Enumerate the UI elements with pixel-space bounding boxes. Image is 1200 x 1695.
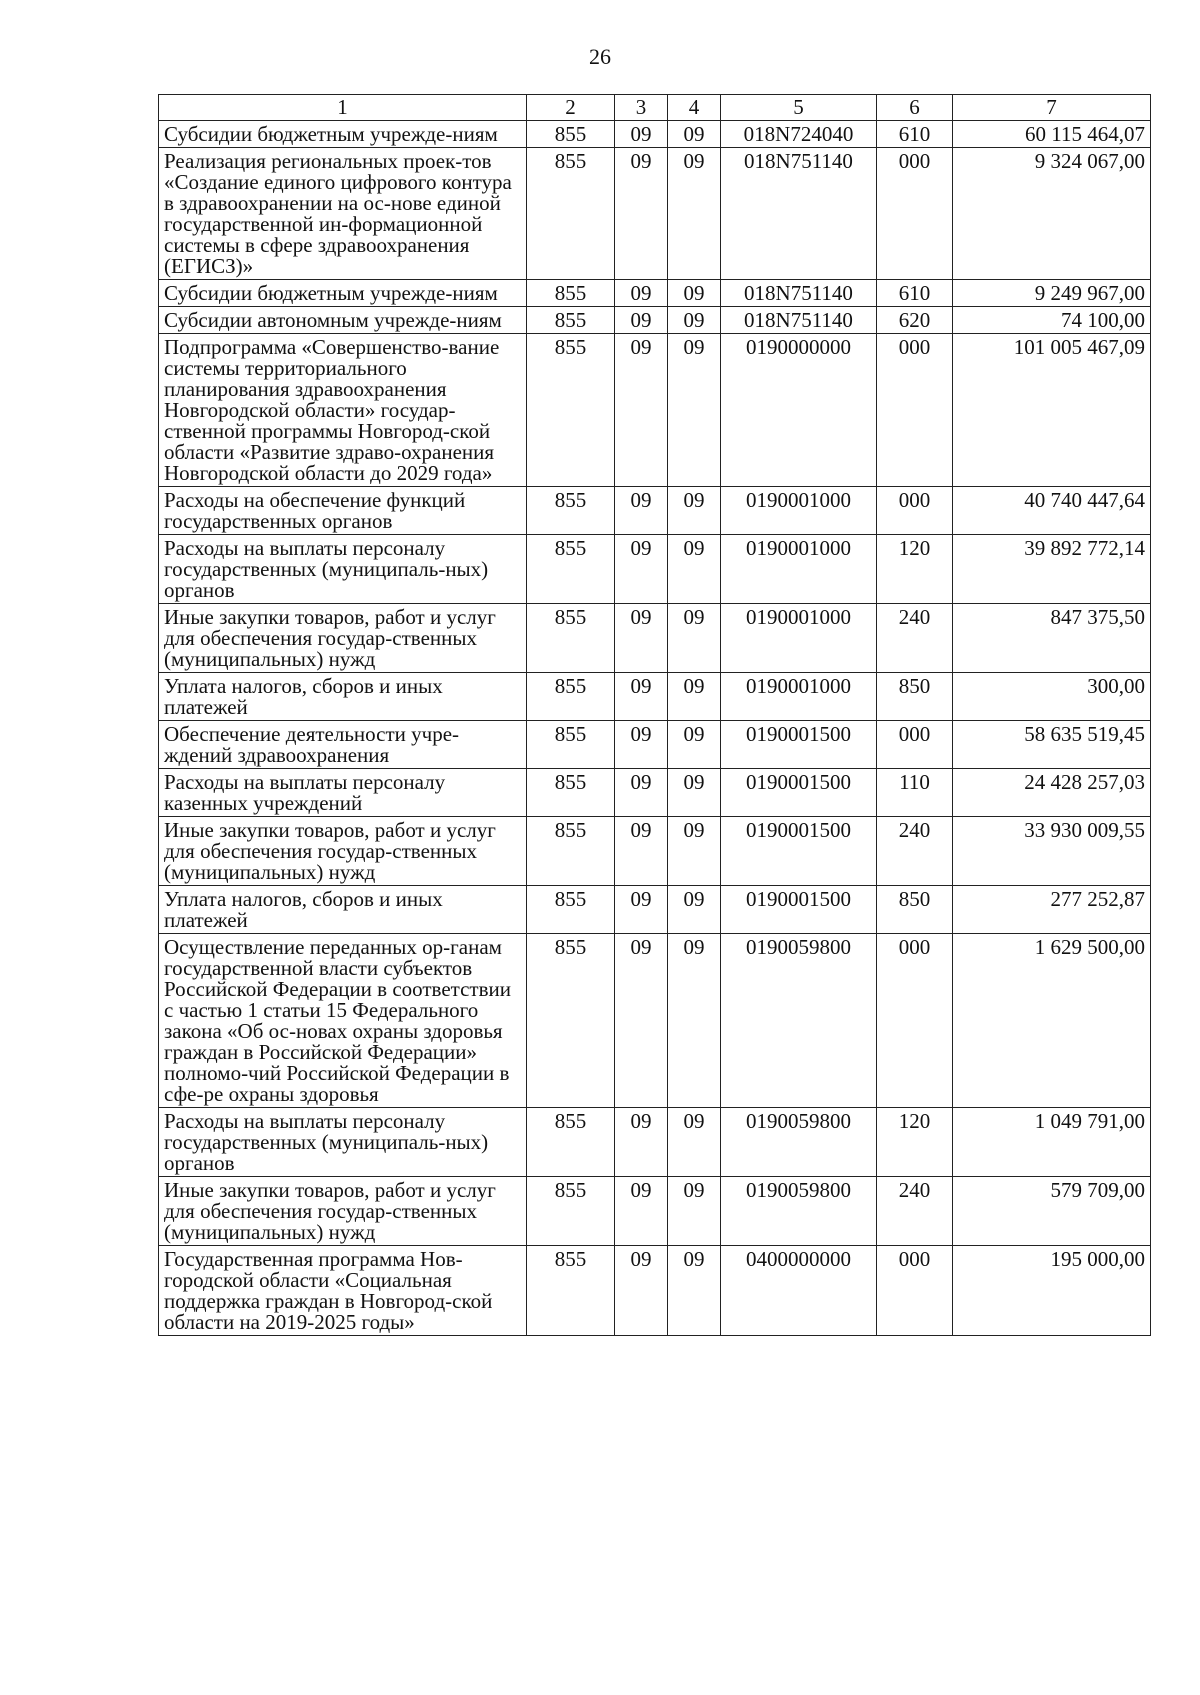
grbs-cell: 855 (527, 604, 615, 673)
expense-type-cell: 000 (877, 487, 953, 535)
expense-name-cell: Расходы на выплаты персоналу казенных учреждений (159, 769, 527, 817)
subsection-cell: 09 (668, 1177, 721, 1246)
subsection-cell: 09 (668, 934, 721, 1108)
expense-name-cell: Расходы на обеспечение функций государственных органов (159, 487, 527, 535)
expense-name-cell: Расходы на выплаты персоналу государственных (муниципаль-ных) органов (159, 535, 527, 604)
amount-cell: 74 100,00 (953, 307, 1151, 334)
target-article-cell: 0190001000 (721, 673, 877, 721)
subsection-cell: 09 (668, 673, 721, 721)
grbs-cell: 855 (527, 487, 615, 535)
table-row (159, 1108, 1151, 1177)
target-article-cell: 0190001000 (721, 487, 877, 535)
expense-name-cell: Государственная программа Нов-городской области «Социальная поддержка граждан в Новгород-ской области на 2019-2025 годы» (159, 1246, 527, 1336)
amount-cell: 60 115 464,07 (953, 121, 1151, 148)
table-row (159, 886, 1151, 934)
column-header: 3 (615, 95, 668, 121)
subsection-cell: 09 (668, 280, 721, 307)
expense-type-cell: 240 (877, 817, 953, 886)
expense-type-cell: 000 (877, 334, 953, 487)
target-article-cell: 0190000000 (721, 334, 877, 487)
subsection-cell: 09 (668, 604, 721, 673)
column-header: 1 (159, 95, 527, 121)
expense-type-cell: 000 (877, 721, 953, 769)
amount-cell: 1 049 791,00 (953, 1108, 1151, 1177)
section-cell: 09 (615, 535, 668, 604)
grbs-cell: 855 (527, 1108, 615, 1177)
target-article-cell: 0190001500 (721, 886, 877, 934)
table-row (159, 148, 1151, 280)
section-cell: 09 (615, 934, 668, 1108)
grbs-cell: 855 (527, 121, 615, 148)
subsection-cell: 09 (668, 886, 721, 934)
column-header: 2 (527, 95, 615, 121)
amount-cell: 101 005 467,09 (953, 334, 1151, 487)
subsection-cell: 09 (668, 817, 721, 886)
expense-name-cell: Уплата налогов, сборов и иных платежей (159, 673, 527, 721)
grbs-cell: 855 (527, 721, 615, 769)
target-article-cell: 0190059800 (721, 1108, 877, 1177)
grbs-cell: 855 (527, 334, 615, 487)
subsection-cell: 09 (668, 721, 721, 769)
amount-cell: 579 709,00 (953, 1177, 1151, 1246)
target-article-cell: 018N724040 (721, 121, 877, 148)
expense-type-cell: 610 (877, 121, 953, 148)
expense-name-cell: Иные закупки товаров, работ и услуг для обеспечения государ-ственных (муниципальных) нужд (159, 817, 527, 886)
expense-name-cell: Подпрограмма «Совершенство-вание системы территориального планирования здравоохранения Новгородской области» государ-ственной программы Новгород-ской области «Развитие здраво-охранения Новгородской области до 2029 года» (159, 334, 527, 487)
subsection-cell: 09 (668, 334, 721, 487)
amount-cell: 39 892 772,14 (953, 535, 1151, 604)
expense-type-cell: 000 (877, 934, 953, 1108)
expense-name-cell: Иные закупки товаров, работ и услуг для обеспечения государ-ственных (муниципальных) нужд (159, 604, 527, 673)
column-header: 5 (721, 95, 877, 121)
table-row (159, 769, 1151, 817)
grbs-cell: 855 (527, 535, 615, 604)
column-header: 6 (877, 95, 953, 121)
table-row (159, 1246, 1151, 1336)
subsection-cell: 09 (668, 1246, 721, 1336)
section-cell: 09 (615, 334, 668, 487)
amount-cell: 9 324 067,00 (953, 148, 1151, 280)
section-cell: 09 (615, 769, 668, 817)
table-row (159, 604, 1151, 673)
amount-cell: 277 252,87 (953, 886, 1151, 934)
table-row (159, 673, 1151, 721)
grbs-cell: 855 (527, 886, 615, 934)
subsection-cell: 09 (668, 1108, 721, 1177)
target-article-cell: 018N751140 (721, 280, 877, 307)
expense-type-cell: 850 (877, 886, 953, 934)
target-article-cell: 0190001500 (721, 817, 877, 886)
amount-cell: 33 930 009,55 (953, 817, 1151, 886)
expense-type-cell: 000 (877, 148, 953, 280)
table-row (159, 280, 1151, 307)
grbs-cell: 855 (527, 934, 615, 1108)
budget-table (158, 94, 1151, 1336)
column-header: 7 (953, 95, 1151, 121)
amount-cell: 1 629 500,00 (953, 934, 1151, 1108)
section-cell: 09 (615, 886, 668, 934)
amount-cell: 58 635 519,45 (953, 721, 1151, 769)
expense-name-cell: Иные закупки товаров, работ и услуг для обеспечения государ-ственных (муниципальных) нужд (159, 1177, 527, 1246)
target-article-cell: 0190059800 (721, 1177, 877, 1246)
section-cell: 09 (615, 721, 668, 769)
table-row (159, 535, 1151, 604)
table-row (159, 334, 1151, 487)
expense-type-cell: 000 (877, 1246, 953, 1336)
section-cell: 09 (615, 673, 668, 721)
expense-type-cell: 620 (877, 307, 953, 334)
table-row (159, 487, 1151, 535)
grbs-cell: 855 (527, 148, 615, 280)
target-article-cell: 018N751140 (721, 307, 877, 334)
table-row (159, 934, 1151, 1108)
header-row (159, 95, 1151, 121)
grbs-cell: 855 (527, 673, 615, 721)
table-row (159, 817, 1151, 886)
expense-name-cell: Осуществление переданных ор-ганам государственной власти субъектов Российской Федерации в соответствии с частью 1 статьи 15 Федерального закона «Об ос-новах охраны здоровья граждан в Российской Федерации» полномо-чий Российской Федерации в сфе-ре охраны здоровья (159, 934, 527, 1108)
amount-cell: 300,00 (953, 673, 1151, 721)
target-article-cell: 0400000000 (721, 1246, 877, 1336)
target-article-cell: 0190001500 (721, 769, 877, 817)
subsection-cell: 09 (668, 535, 721, 604)
target-article-cell: 0190059800 (721, 934, 877, 1108)
amount-cell: 195 000,00 (953, 1246, 1151, 1336)
target-article-cell: 018N751140 (721, 148, 877, 280)
amount-cell: 847 375,50 (953, 604, 1151, 673)
grbs-cell: 855 (527, 307, 615, 334)
expense-type-cell: 850 (877, 673, 953, 721)
expense-name-cell: Расходы на выплаты персоналу государственных (муниципаль-ных) органов (159, 1108, 527, 1177)
expense-type-cell: 610 (877, 280, 953, 307)
section-cell: 09 (615, 604, 668, 673)
subsection-cell: 09 (668, 487, 721, 535)
section-cell: 09 (615, 148, 668, 280)
expense-type-cell: 240 (877, 604, 953, 673)
amount-cell: 24 428 257,03 (953, 769, 1151, 817)
target-article-cell: 0190001000 (721, 535, 877, 604)
grbs-cell: 855 (527, 280, 615, 307)
expense-name-cell: Обеспечение деятельности учре-ждений здравоохранения (159, 721, 527, 769)
expense-type-cell: 110 (877, 769, 953, 817)
section-cell: 09 (615, 121, 668, 148)
table-row (159, 721, 1151, 769)
grbs-cell: 855 (527, 1246, 615, 1336)
section-cell: 09 (615, 1177, 668, 1246)
subsection-cell: 09 (668, 121, 721, 148)
table-row (159, 1177, 1151, 1246)
expense-type-cell: 240 (877, 1177, 953, 1246)
expense-type-cell: 120 (877, 1108, 953, 1177)
target-article-cell: 0190001500 (721, 721, 877, 769)
subsection-cell: 09 (668, 148, 721, 280)
table-row (159, 307, 1151, 334)
section-cell: 09 (615, 817, 668, 886)
grbs-cell: 855 (527, 769, 615, 817)
section-cell: 09 (615, 307, 668, 334)
grbs-cell: 855 (527, 1177, 615, 1246)
section-cell: 09 (615, 487, 668, 535)
subsection-cell: 09 (668, 307, 721, 334)
table-row (159, 121, 1151, 148)
amount-cell: 40 740 447,64 (953, 487, 1151, 535)
target-article-cell: 0190001000 (721, 604, 877, 673)
expense-name-cell: Реализация региональных проек-тов «Создание единого цифрового контура в здравоохранении на ос-нове единой государственной ин-формационной системы в сфере здравоохранения (ЕГИСЗ)» (159, 148, 527, 280)
subsection-cell: 09 (668, 769, 721, 817)
expense-type-cell: 120 (877, 535, 953, 604)
section-cell: 09 (615, 280, 668, 307)
column-header: 4 (668, 95, 721, 121)
amount-cell: 9 249 967,00 (953, 280, 1151, 307)
expense-name-cell: Субсидии бюджетным учрежде-ниям (159, 121, 527, 148)
expense-name-cell: Уплата налогов, сборов и иных платежей (159, 886, 527, 934)
grbs-cell: 855 (527, 817, 615, 886)
section-cell: 09 (615, 1108, 668, 1177)
section-cell: 09 (615, 1246, 668, 1336)
expense-name-cell: Субсидии бюджетным учрежде-ниям (159, 280, 527, 307)
expense-name-cell: Субсидии автономным учрежде-ниям (159, 307, 527, 334)
page-number: 26 (589, 44, 611, 69)
